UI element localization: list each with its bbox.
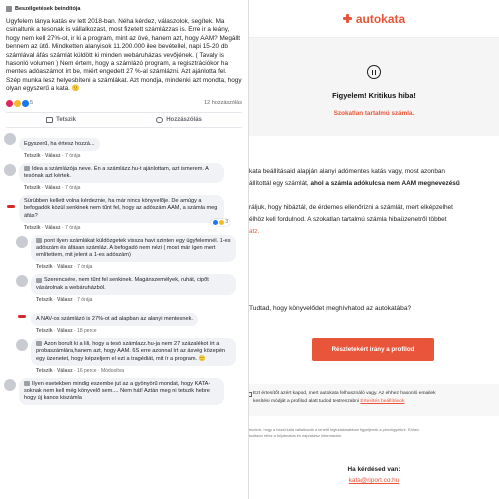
comment-text: Azon borult ki a lili, hogy a tesó számlazz.hu-ja nem 27 százalékot írt a probaszámlára,hanem azt, hogy AAM. 6S erre azonnal írt az ásvég közepén egy üzenetet, hogy képzeljem el ezt a tragédiát, mit ír a program. 🙁 xyxy=(36,341,226,362)
comment-bubble xyxy=(19,163,224,183)
love-reaction-icon xyxy=(6,100,13,107)
comment-like-link[interactable]: Tetszik xyxy=(24,152,41,159)
contact-question: Ha kérdésed van: xyxy=(347,466,401,473)
alert-subtitle: Szokatlan tartalmú számla. xyxy=(333,110,415,117)
comment-button-label: Hozzászólás xyxy=(166,116,202,123)
fineprint-line: észünk, hogy a hazai kata vállalkozók a lehető legtudatosabban figyeljenek a pénzügyeikre. Ehhez xyxy=(249,427,420,432)
author-badge-icon xyxy=(36,238,42,243)
badge-count: 3 xyxy=(225,218,228,225)
comment-reaction-badge[interactable] xyxy=(211,219,230,226)
body-line xyxy=(249,190,499,202)
comment-meta: Tetszik · Válasz · 7 órája xyxy=(36,264,93,271)
notice-line: Ezt értesítőt azért kapod, mert autokata felhasználó vagy. Az ehhez hasonló emailek xyxy=(253,391,436,396)
comment-like-link[interactable]: Tetszik xyxy=(24,185,41,192)
notification-settings-link[interactable]: Értesítés beállítások xyxy=(360,399,405,404)
comment-item xyxy=(4,163,244,192)
comment-meta: Tetszik · Válasz · 7 órája xyxy=(36,296,93,303)
comment-time[interactable]: 7 órája xyxy=(77,296,93,303)
comment-text: Sürübben kellett volna kérdeznie, ha már nincs könyvelője. De amúgy a befogadók közül senkinek nem tűnt fel, hogy az adószám AAM, a számla meg áfás? xyxy=(24,198,218,219)
reaction-summary[interactable] xyxy=(6,100,33,107)
body-line: kata beállításaid alapján alanyi adómentes katás vagy, most azonban xyxy=(249,168,445,175)
comment-time[interactable]: 18 perce xyxy=(77,328,97,335)
body-line: ráljuk, hogy hibáztál, de érdemes ellenőrizni a számlát, mert elképzelhet xyxy=(249,204,453,211)
comment-item xyxy=(4,307,244,335)
comment-time[interactable]: 7 órája xyxy=(65,185,81,192)
comment-meta: Tetszik · Válasz · 7 órája xyxy=(24,185,81,192)
profile-cta-button[interactable]: Részletekért irány a profilod xyxy=(312,338,434,361)
comment-bubble xyxy=(31,235,236,263)
post-header xyxy=(6,4,242,14)
author-badge-icon xyxy=(24,381,30,386)
haha-reaction-icon xyxy=(14,100,21,107)
accountant-invite-question: Tudtad, hogy könyvelődet meghívhatod az autokatába? xyxy=(249,305,412,312)
comment-like-link[interactable]: Tetszik xyxy=(36,328,53,335)
alert-banner xyxy=(249,38,499,136)
comment-time[interactable]: 7 órája xyxy=(77,264,93,271)
comment-button[interactable] xyxy=(156,117,202,123)
autokata-logo-icon xyxy=(343,14,352,23)
comment-bubble-icon xyxy=(156,117,163,123)
contact-email-link[interactable]: kata@riport.co.hu xyxy=(348,477,400,484)
comment-meta: Tetszik · Válasz · 7 órája xyxy=(24,152,81,159)
autokata-logo-text: autokata xyxy=(355,11,406,26)
comment-text: Ilyen esetekben mindig eszembe jut az a gyönyörű mondat, hogy KATA-soknak nem kell még könyvelő sem.... Nem hát! Aztán meg ni tetszik hebre hogy új kanos kiszámla xyxy=(24,380,211,402)
comment-meta: Tetszik · Válasz · 16 perce · Módosítva xyxy=(36,367,125,374)
comment-reply-link[interactable]: Válasz xyxy=(57,367,73,374)
avatar[interactable] xyxy=(16,236,28,248)
comment-like-link[interactable]: Tetszik xyxy=(36,296,53,303)
facebook-post xyxy=(0,0,248,108)
thumbs-up-icon xyxy=(46,117,53,123)
comment-text: A NAV-os számlázó is 27%-ot ad alapban az alanyi mentesnek. xyxy=(36,315,193,322)
alert-title: Figyelem! Kritikus hiba! xyxy=(332,91,416,100)
comment-text: Idea a számlázója neve. Én a számlázz.hu-t ajánlottam, azt ismerem. A tesónak azt kértek. xyxy=(24,165,209,180)
group-badge-icon xyxy=(6,6,12,12)
comment-item xyxy=(4,274,244,303)
comment-reply-link[interactable]: Válasz xyxy=(45,185,61,192)
comment-text: Szerencsére, nem tűnt fel senkinek. Magánszemélyek, ruhát, cipőt vásárolnak a webáruházból. xyxy=(36,277,209,291)
comment-item xyxy=(4,132,244,160)
comment-like-link[interactable]: Tetszik xyxy=(36,367,53,374)
post-text: Ugyfelem lánya katás ev lett 2018-ban. Néha kérdez, válaszolok, segítek. Ma csinaltunk a tesonak is vállalkozast, most fizetett számlázzas is. Erre ir a leány, hogy nem kell 27%-ot, ir ki a program, mint az övé, hanem azt, hogy AAM? Megállt bennem az ütő. Mindketten alanyisok 11.200.000 ilee bevétellel, napi 15-20 db számlával áfás számlát küldött ki minden webáruházas vevőjének. ( Tavaly is hasonló volumen ) Nem értem, hogy a számlázó program, a regisztrációkor ha mentes adóaszámot írt be, miért engedett 27 %-al számlázni. Azt ajánlotta fel. Szép munka lesz helyesbíteni a számlákat. Azt mondja, mindenki azt mondta, hogy olyan egyszerű a kata. 🙁 xyxy=(6,18,242,93)
comment-text: Egyszerű, ha értesz hozzá... xyxy=(24,140,95,147)
avatar[interactable] xyxy=(4,133,16,145)
post-reactions-row xyxy=(6,99,242,108)
comment-bubble xyxy=(31,313,198,326)
comment-time[interactable]: 7 órája xyxy=(65,152,81,159)
facebook-thread-panel xyxy=(0,0,249,499)
comment-bubble xyxy=(31,274,236,294)
body-link[interactable]: atz. xyxy=(249,228,260,235)
comment-reply-link[interactable]: Válasz xyxy=(45,152,61,159)
comment-count[interactable]: 12 hozzászólás xyxy=(204,100,242,107)
comment-item xyxy=(4,235,244,272)
comment-bubble xyxy=(19,195,228,225)
post-action-bar xyxy=(6,112,242,128)
comment-reply-link[interactable]: Válasz xyxy=(45,224,61,231)
author-badge-icon xyxy=(36,341,42,346)
comment-item xyxy=(4,378,244,406)
avatar[interactable] xyxy=(4,164,16,176)
author-badge-icon xyxy=(36,278,42,283)
comment-bubble xyxy=(19,378,224,406)
body-line: élhöz kell fordulnod. A szokatlan tartalmú számla hibaüzenetről többet xyxy=(249,216,447,223)
comment-like-link[interactable]: Tetszik xyxy=(36,264,53,271)
avatar[interactable] xyxy=(4,379,16,391)
avatar[interactable] xyxy=(16,275,28,287)
comment-list xyxy=(0,128,248,406)
notification-notice xyxy=(249,384,499,416)
footer-fineprint xyxy=(249,427,419,439)
like-reaction-icon xyxy=(213,220,218,225)
envelope-icon xyxy=(249,392,252,397)
like-button[interactable] xyxy=(46,117,76,123)
haha-reaction-icon xyxy=(219,220,224,225)
comment-bubble xyxy=(19,138,100,151)
flag-icon xyxy=(18,315,26,318)
comment-bubble xyxy=(31,338,236,366)
comment-time[interactable]: 16 perce · Módosítva xyxy=(77,367,125,374)
reaction-count: 5 xyxy=(30,100,34,107)
email-panel xyxy=(249,0,499,499)
comment-like-link[interactable]: Tetszik xyxy=(24,224,41,231)
comment-reply-link[interactable]: Válasz xyxy=(57,296,73,303)
comment-meta: Tetszik · Válasz · 7 órája xyxy=(24,224,81,231)
comment-time[interactable]: 7 órája xyxy=(65,224,81,231)
like-reaction-icon xyxy=(22,100,29,107)
flag-icon xyxy=(7,205,15,208)
pause-icon xyxy=(367,65,381,79)
notice-line: kesítési módját a profilod alatt tudod testreszabni Értesítés beállítások xyxy=(253,399,405,404)
avatar[interactable] xyxy=(16,339,28,351)
comment-reply-link[interactable]: Válasz xyxy=(57,264,73,271)
email-header xyxy=(249,0,499,38)
like-button-label: Tetszik xyxy=(56,116,76,123)
fineprint-line: tudáson rétez a folyamatos és naprakész információn. xyxy=(249,433,343,438)
email-body-text xyxy=(249,166,499,238)
body-line: állítottál egy számlát, ahol a számla adókulcsa nem AAM megnevezésű xyxy=(249,180,460,187)
comment-meta: Tetszik · Válasz · 18 perce xyxy=(36,328,97,335)
comment-item xyxy=(4,195,244,232)
author-badge-icon xyxy=(24,166,30,171)
post-group-label[interactable]: Beszélgetések beindítója xyxy=(15,6,81,12)
comment-item xyxy=(4,338,244,375)
comment-text: pont ilyen számlákat küldözgetek vissza havi szinten egy ügyfelemnél. 1-es adószám és áfásan számláz. A befogadó nem nézi ( most már ígen mert említettem, mit jelent a 1-es adószám) xyxy=(36,237,231,259)
comment-reply-link[interactable]: Válasz xyxy=(57,328,73,335)
